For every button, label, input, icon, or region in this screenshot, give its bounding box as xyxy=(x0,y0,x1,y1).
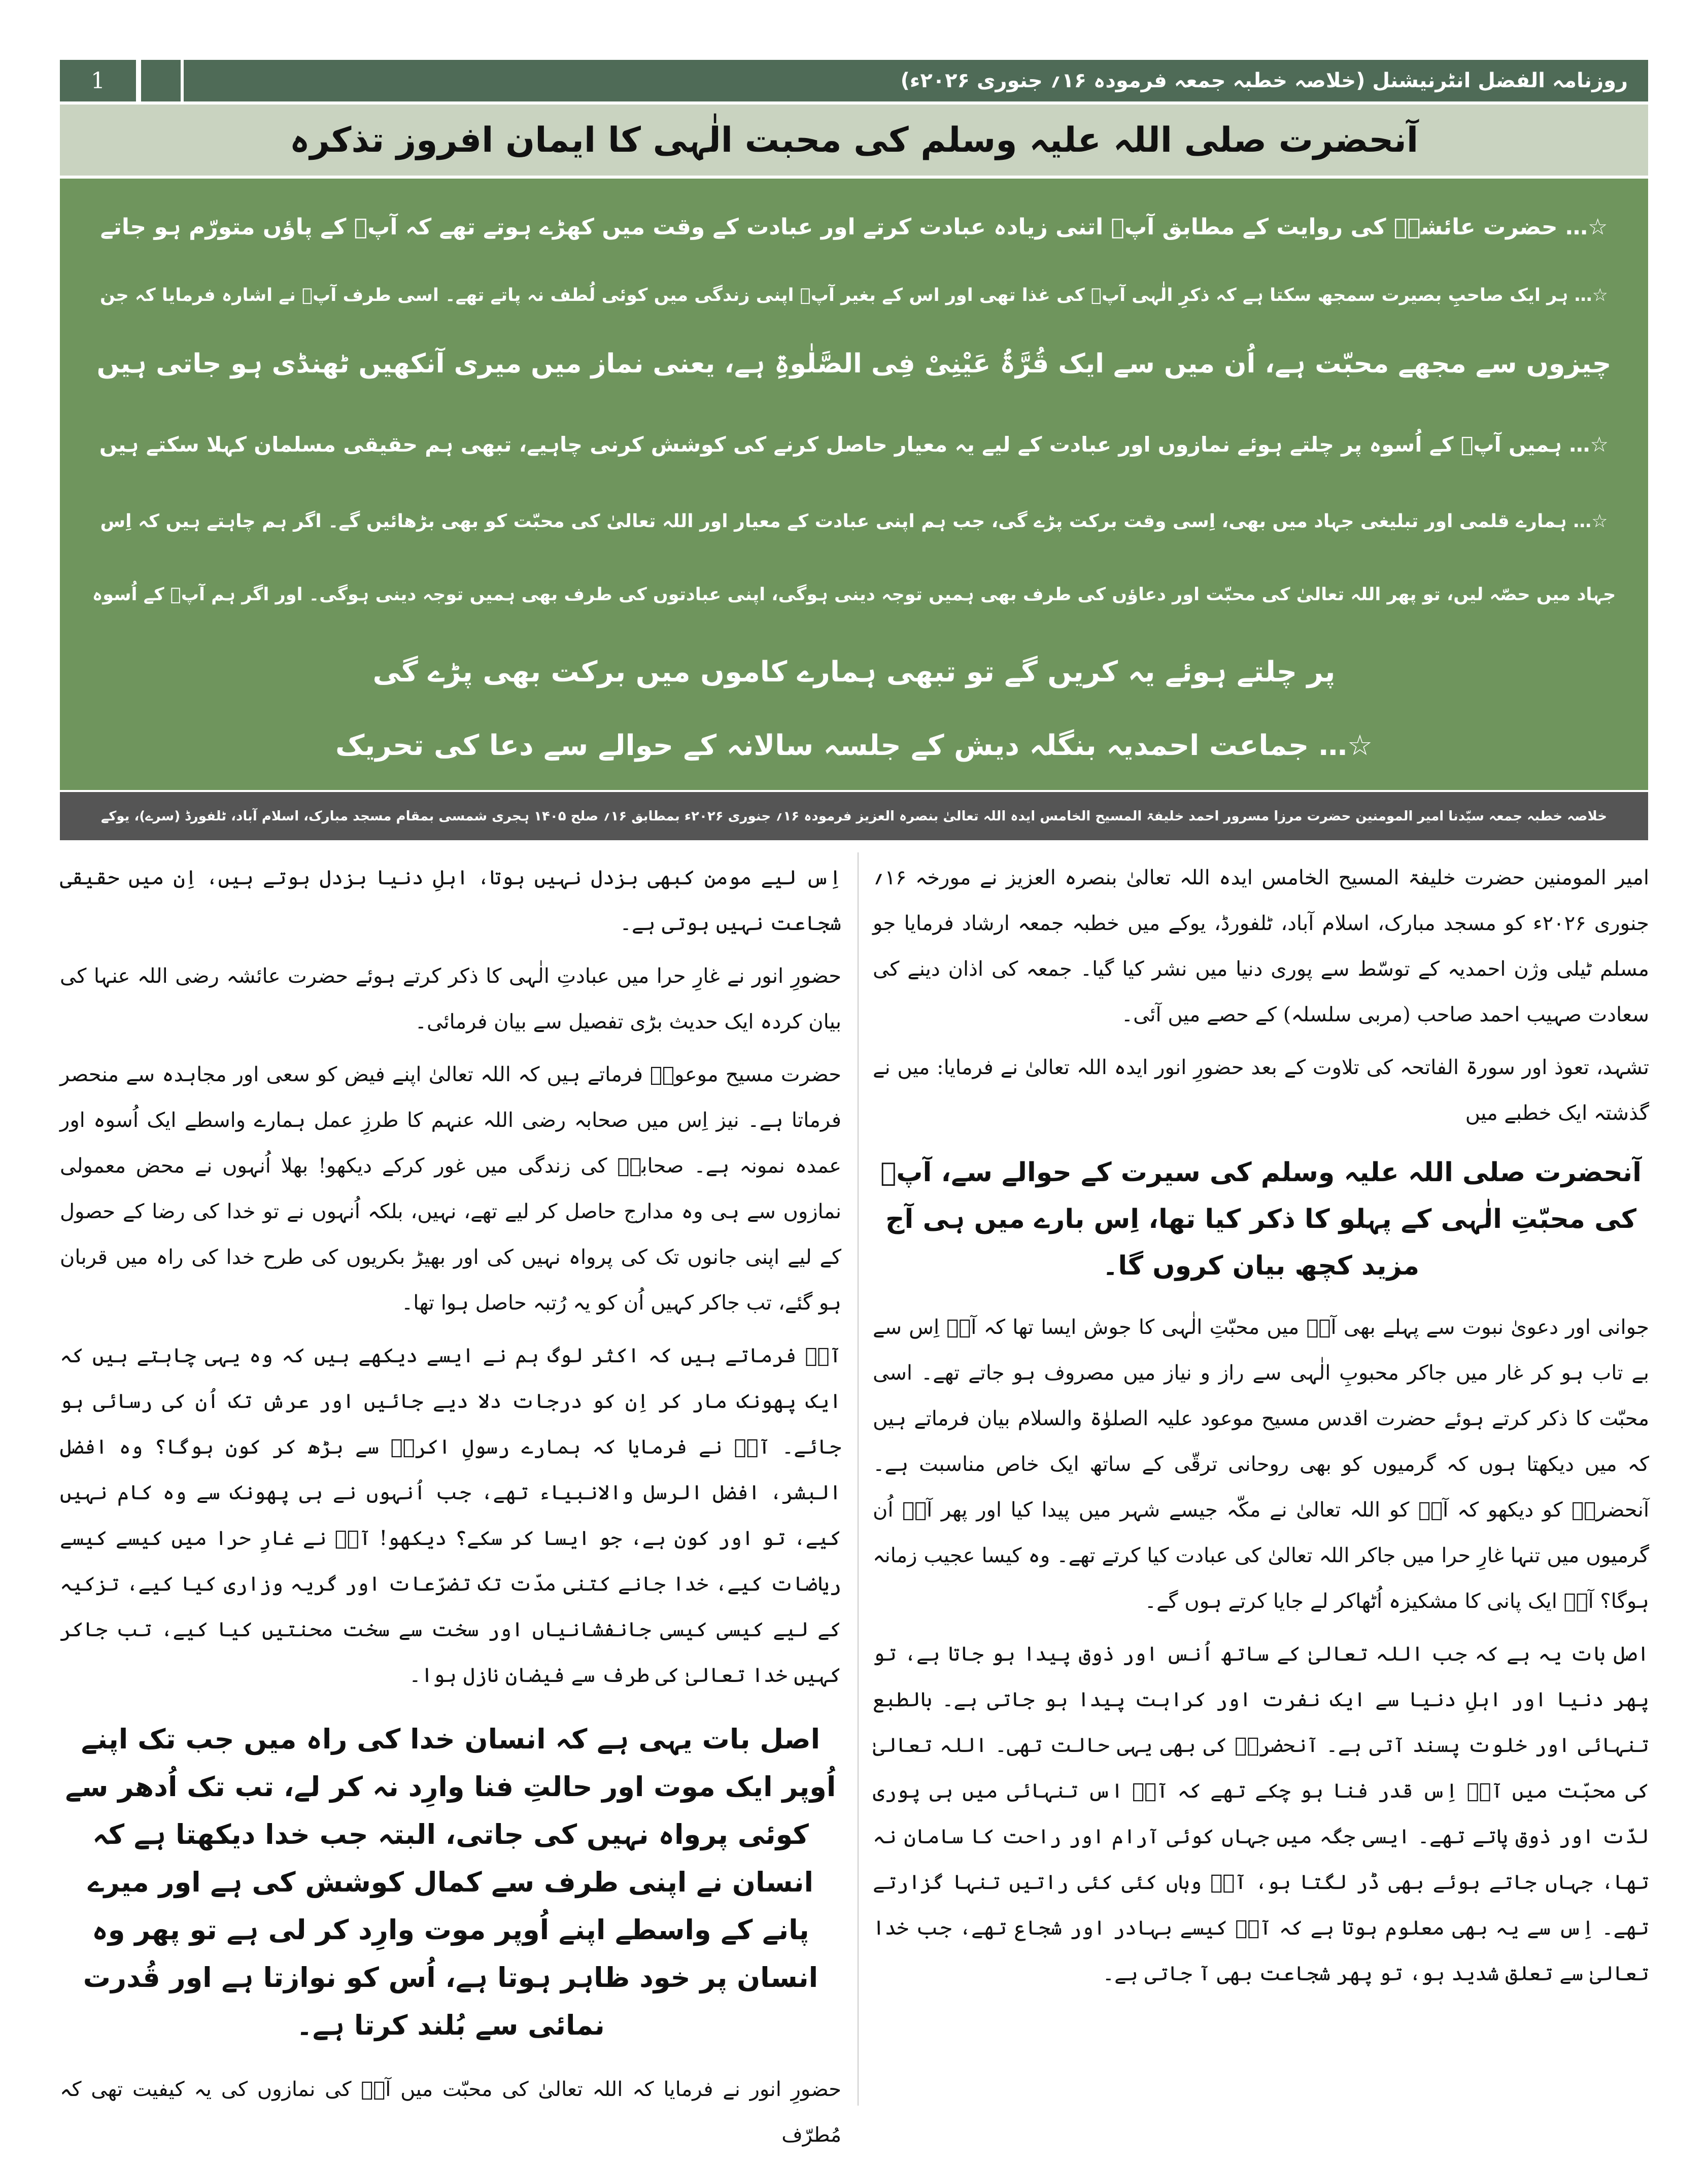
right-paragraph-1: امیر المومنین حضرت خلیفۃ المسیح الخامس ایدہ اللہ تعالیٰ بنصرہ العزیز نے مورخہ ۱۶؍ جنوری ۲۰۲۶ء کو مسجد مبارک، اسلام آباد، ٹلفورڈ، یوکے میں خطبہ جمعہ ارشاد فرمایا جو مسلم ٹیلی وژن احمدیہ کے توسّط سے پوری دنیا میں نشر کیا گیا۔ جمعہ کی اذان دینے کی سعادت صہیب احمد صاحب (مربی سلسلہ) کے حصے میں آئی۔ xyxy=(873,866,1649,1026)
left-paragraph-4: آپؑ فرماتے ہیں کہ اکثر لوگ ہم نے ایسے دیکھے ہیں کہ وہ یہی چاہتے ہیں کہ ایک پھونک مار کر اِن کو درجات دلا دیے جائیں اور عرش تک اُن کی رسائی ہو جائے۔ آپؑ نے فرمایا کہ ہمارے رسولِ اکرمؐ سے بڑھ کر کون ہوگا؟ وہ افضل البشر، افضل الرسل والانبیاء تھے، جب اُنہوں نے ہی پھونک سے وہ کام نہیں کیے، تو اور کون ہے، جو ایسا کر سکے؟ دیکھو! آپؐ نے غارِ حرا میں کیسے کیسے ریاضات کیے، خدا جانے کتنی مدّت تک تضرّعات اور گریہ وزاری کیا کیے، تزکیہ کے لیے کیسی کیسی جانفشانیاں اور سخت سے سخت محنتیں کیا کیے، تب جاکر کہیں خدا تعالیٰ کی طرف سے فیضان نازل ہوا۔ xyxy=(60,1344,841,1687)
right-column xyxy=(873,855,1649,2004)
left-paragraph-2: حضورِ انور نے غارِ حرا میں عبادتِ الٰہی کا ذکر کرتے ہوئے حضرت عائشہ رضی اللہ عنہا کی بیان کردہ ایک حدیث بڑی تفصیل سے بیان فرمائی۔ xyxy=(60,965,841,1034)
left-paragraph-3: حضرت مسیح موعودؑ فرماتے ہیں کہ اللہ تعالیٰ اپنے فیض کو سعی اور مجاہدہ سے منحصر فرماتا ہے۔ نیز اِس میں صحابہ رضی اللہ عنہم کا طرزِ عمل ہمارے واسطے ایک اُسوہ اور عمدہ نمونہ ہے۔ صحابہؓ کی زندگی میں غور کرکے دیکھو! بھلا اُنہوں نے محض معمولی نمازوں سے ہی وہ مدارج حاصل کر لیے تھے، نہیں، بلکہ اُنہوں نے تو خدا کی رضا کے حصول کے لیے اپنی جانوں تک کی پرواہ نہیں کی اور بھیڑ بکریوں کی طرح خدا کی راہ میں قربان ہو گئے، تب جاکر کہیں اُن کو یہ رُتبہ حاصل ہوا تھا۔ xyxy=(60,1063,841,1315)
masthead-bar xyxy=(60,60,1648,101)
right-emphasis: آنحضرت صلی اللہ علیہ وسلم کی سیرت کے حوالے سے، آپؐ کی محبّتِ الٰہی کے پہلو کا ذکر کیا تھا، اِس بارے میں ہی آج مزید کچھ بیان کروں گا۔ xyxy=(880,1157,1642,1281)
right-paragraph-4: اصل بات یہ ہے کہ جب اللہ تعالیٰ کے ساتھ اُنس اور ذوق پیدا ہو جاتا ہے، تو پھر دنیا اور اہلِ دنیا سے ایک نفرت اور کراہت پیدا ہو جاتی ہے۔ بالطبع تنہائی اور خلوت پسند آتی ہے۔ آنحضرتؐ کی بھی یہی حالت تھی۔ اللہ تعالیٰ کی محبّت میں آپؐ اِس قدر فنا ہو چکے تھے کہ آپؐ اس تنہائی میں ہی پوری لذّت اور ذوق پاتے تھے۔ ایسی جگہ میں جہاں کوئی آرام اور راحت کا سامان نہ تھا، جہاں جاتے ہوئے بھی ڈر لگتا ہو، آپؐ وہاں کئی کئی راتیں تنہا گزارتے تھے۔ اِس سے یہ بھی معلوم ہوتا ہے کہ آپؐ کیسے بہادر اور شجاع تھے، جب خدا تعالیٰ سے تعلق شدید ہو، تو پھر شجاعت بھی آ جاتی ہے۔ xyxy=(873,1642,1649,1985)
highlight-line-7: پر چلتے ہوئے یہ کریں گے تو تبھی ہمارے کاموں میں برکت بھی پڑے گی xyxy=(372,656,1336,689)
sermon-info-bar xyxy=(60,792,1648,840)
left-column xyxy=(60,855,841,2165)
right-paragraph-2: تشہد، تعوذ اور سورۃ الفاتحہ کی تلاوت کے بعد حضورِ انور ایدہ اللہ تعالیٰ نے فرمایا: میں نے گذشتہ ایک خطبے میں xyxy=(873,1056,1649,1125)
left-paragraph-1: اِس لیے مومن کبھی بزدل نہیں ہوتا، اہلِ دنیا بزدل ہوتے ہیں، اِن میں حقیقی شجاعت نہیں ہوتی ہے۔ xyxy=(60,866,841,935)
left-emphasis: اصل بات یہی ہے کہ انسان خدا کی راہ میں جب تک اپنے اُوپر ایک موت اور حالتِ فنا وارِد نہ کر لے، تب تک اُدھر سے کوئی پرواہ نہیں کی جاتی، البتہ جب خدا دیکھتا ہے کہ انسان نے اپنی طرف سے کمال کوشش کی ہے اور میرے پانے کے واسطے اپنے اُوپر موت وارِد کر لی ہے تو پھر وہ انسان پر خود ظاہر ہوتا ہے، اُس کو نوازتا ہے اور قُدرت نمائی سے بُلند کرتا ہے۔ xyxy=(65,1723,836,2041)
highlight-line-8: ☆… جماعت احمدیہ بنگلہ دیش کے جلسہ سالانہ کے حوالے سے دعا کی تحریک xyxy=(335,729,1373,762)
highlight-line-1: ☆… حضرت عائشہؓ کی روایت کے مطابق آپؐ اتنی زیادہ عبادت کرتے اور عبادت کے وقت میں کھڑے ہوتے تھے کہ آپؐ کے پاؤں متورّم ہو جاتے xyxy=(100,214,1608,240)
column-divider xyxy=(858,852,859,2106)
title-bar xyxy=(60,105,1648,176)
highlight-line-2: ☆… ہر ایک صاحبِ بصیرت سمجھ سکتا ہے کہ ذکرِ الٰہی آپؐ کی غذا تھی اور اس کے بغیر آپؐ اپنی زندگی میں کوئی لُطف نہ پاتے تھے۔ اسی طرف آپؐ نے اشارہ فرمایا کہ جن xyxy=(99,285,1609,305)
highlight-line-6: جہاد میں حصّہ لیں، تو پھر اللہ تعالیٰ کی محبّت اور دعاؤں کی طرف بھی ہمیں توجہ دینی ہوگی، اپنی عبادتوں کی طرف بھی ہمیں توجہ دینی ہوگی۔ اور اگر ہم آپؐ کے اُسوہ xyxy=(92,585,1616,605)
highlights-box xyxy=(60,179,1648,790)
left-paragraph-5: حضورِ انور نے فرمایا کہ اللہ تعالیٰ کی محبّت میں آپؐ کی نمازوں کی یہ کیفیت تھی کہ مُطرّف xyxy=(60,2078,841,2147)
sermon-info-text: خلاصہ خطبہ جمعہ سیّدنا امیر المومنین حضرت مرزا مسرور احمد خلیفۃ المسیح الخامس ایدہ اللہ تعالیٰ بنصرہ العزیز فرمودہ ۱۶؍ جنوری ۲۰۲۶ء بمطابق ۱۶؍ صلح ۱۴۰۵ ہجری شمسی بمقام مسجد مبارک، اسلام آباد، ٹلفورڈ (سرے)، یوکے xyxy=(101,808,1607,824)
highlight-line-3: چیزوں سے مجھے محبّت ہے، اُن میں سے ایک قُرَّۃُ عَیْنِیْ فِی الصَّلٰوۃِ ہے، یعنی نماز میں میری آنکھیں ٹھنڈی ہو جاتی ہیں xyxy=(96,349,1612,379)
right-paragraph-3: جوانی اور دعویٰ نبوت سے پہلے بھی آپؐ میں محبّتِ الٰہی کا جوش ایسا تھا کہ آپؐ اِس سے بے تاب ہو کر غار میں جاکر محبوبِ الٰہی سے راز و نیاز میں مصروف ہو جاتے تھے۔ اسی محبّت کا ذکر کرتے ہوئے حضرت اقدس مسیح موعود علیہ الصلوٰۃ والسلام بیان فرماتے ہیں کہ میں دیکھتا ہوں کہ گرمیوں کو بھی روحانی ترقّی کے ساتھ ایک خاص مناسبت ہے۔ آنحضرتؐ کو دیکھو کہ آپؐ کو اللہ تعالیٰ نے مکّہ جیسے شہر میں پیدا کیا اور پھر آپؐ اُن گرمیوں میں تنہا غارِ حرا میں جاکر اللہ تعالیٰ کی عبادت کیا کرتے تھے۔ وہ کیسا عجیب زمانہ ہوگا؟ آپؐ ایک پانی کا مشکیزہ اُٹھاکر لے جایا کرتے ہوں گے۔ xyxy=(873,1316,1650,1613)
highlight-line-5: ☆… ہمارے قلمی اور تبلیغی جہاد میں بھی، اِسی وقت برکت پڑے گی، جب ہم اپنی عبادت کے معیار اور اللہ تعالیٰ کی محبّت کو بھی بڑھائیں گے۔ اگر ہم چاہتے ہیں کہ اِس xyxy=(100,511,1608,532)
masthead-text: روزنامہ الفضل انٹرنیشنل (خلاصہ خطبہ جمعہ فرمودہ ۱۶؍ جنوری ۲۰۲۶ء) xyxy=(900,69,1628,92)
masthead-divider xyxy=(145,60,184,101)
highlight-line-4: ☆… ہمیں آپؐ کے اُسوہ پر چلتے ہوئے نمازوں اور عبادت کے لیے یہ معیار حاصل کرنے کی کوشش کرنی چاہیے، تبھی ہم حقیقی مسلمان کہلا سکتے ہیں xyxy=(99,432,1609,457)
page-title: آنحضرت صلی اللہ علیہ وسلم کی محبت الٰہی کا ایمان افروز تذکرہ xyxy=(289,120,1419,160)
page-number: 1 xyxy=(60,60,141,101)
